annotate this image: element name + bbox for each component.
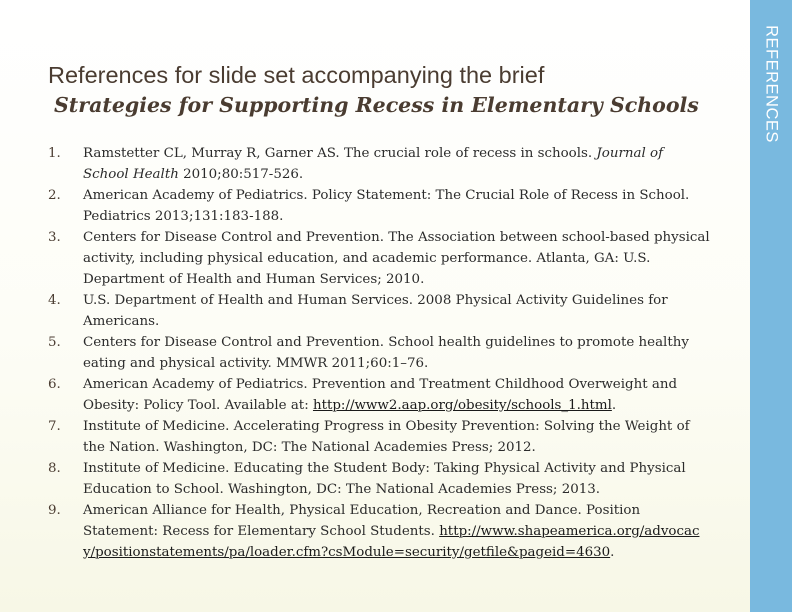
reference-item	[48, 500, 710, 563]
slide-subtitle: Strategies for Supporting Recess in Elementary Schools	[54, 93, 699, 117]
reference-citation: Centers for Disease Control and Prevention. School health guidelines to promote healthy eating and physical activity. MMWR 2011;60:1–76.	[83, 335, 689, 371]
slide-title: References for slide set accompanying the brief	[48, 62, 545, 88]
reference-number: 1.	[48, 146, 61, 161]
reference-citation: Institute of Medicine. Educating the Student Body: Taking Physical Activity and Physical Education to School. Washington, DC: The National Academies Press; 2013.	[83, 461, 686, 497]
reference-citation: American Alliance for Health, Physical Education, Recreation and Dance. Position Statement: Recess for Elementary School Students.	[83, 503, 641, 539]
reference-item	[48, 290, 710, 332]
reference-item	[48, 227, 710, 290]
reference-citation: American Academy of Pediatrics. Policy Statement: The Crucial Role of Recess in School. Pediatrics 2013;131:183-188.	[83, 188, 690, 224]
reference-citation: Centers for Disease Control and Prevention. The Association between school-based physical activity, including physical education, and academic performance. Atlanta, GA: U.S. Department of Health and Human Services; 2010.	[83, 230, 710, 287]
reference-item	[48, 374, 710, 416]
reference-citation: Institute of Medicine. Accelerating Progress in Obesity Prevention: Solving the Weight of the Nation. Washington, DC: The National Academies Press; 2012.	[83, 419, 690, 455]
reference-text	[83, 500, 710, 563]
reference-period: .	[611, 398, 617, 413]
reference-volume: 2010;80:517-526.	[178, 167, 304, 182]
reference-number: 5.	[48, 335, 61, 350]
reference-citation: U.S. Department of Health and Human Services. 2008 Physical Activity Guidelines for Americans.	[83, 293, 668, 329]
reference-item	[48, 332, 710, 374]
reference-number: 2.	[48, 188, 61, 203]
reference-citation: Ramstetter CL, Murray R, Garner AS. The crucial role of recess in schools.	[83, 146, 597, 161]
reference-item	[48, 143, 710, 185]
section-label: REFERENCES	[762, 25, 781, 143]
reference-text	[83, 458, 710, 500]
reference-number: 3.	[48, 230, 61, 245]
reference-item	[48, 416, 710, 458]
reference-number: 7.	[48, 419, 61, 434]
aap-obesity-link[interactable]: http://www2.aap.org/obesity/schools_1.html	[312, 398, 612, 413]
reference-number: 6.	[48, 377, 61, 392]
journal-name: Journal of School Health	[83, 146, 664, 182]
reference-text	[83, 227, 710, 290]
reference-text	[83, 185, 710, 227]
reference-number: 8.	[48, 461, 61, 476]
reference-text	[83, 416, 710, 458]
reference-text	[83, 332, 710, 374]
reference-number: 4.	[48, 293, 61, 308]
reference-item	[48, 458, 710, 500]
reference-text	[83, 374, 710, 416]
reference-text	[83, 290, 710, 332]
reference-citation: American Academy of Pediatrics. Prevention and Treatment Childhood Overweight and Obesity: Policy Tool. Available at:	[83, 377, 678, 413]
reference-period: .	[610, 545, 615, 560]
reference-item	[48, 185, 710, 227]
reference-text	[83, 143, 710, 185]
reference-number: 9.	[48, 503, 61, 518]
reference-list	[48, 143, 710, 563]
shape-america-link[interactable]: http://www.shapeamerica.org/advocacy/positionstatements/pa/loader.cfm?csModule=security/getfile&pageid=4630	[83, 524, 700, 560]
